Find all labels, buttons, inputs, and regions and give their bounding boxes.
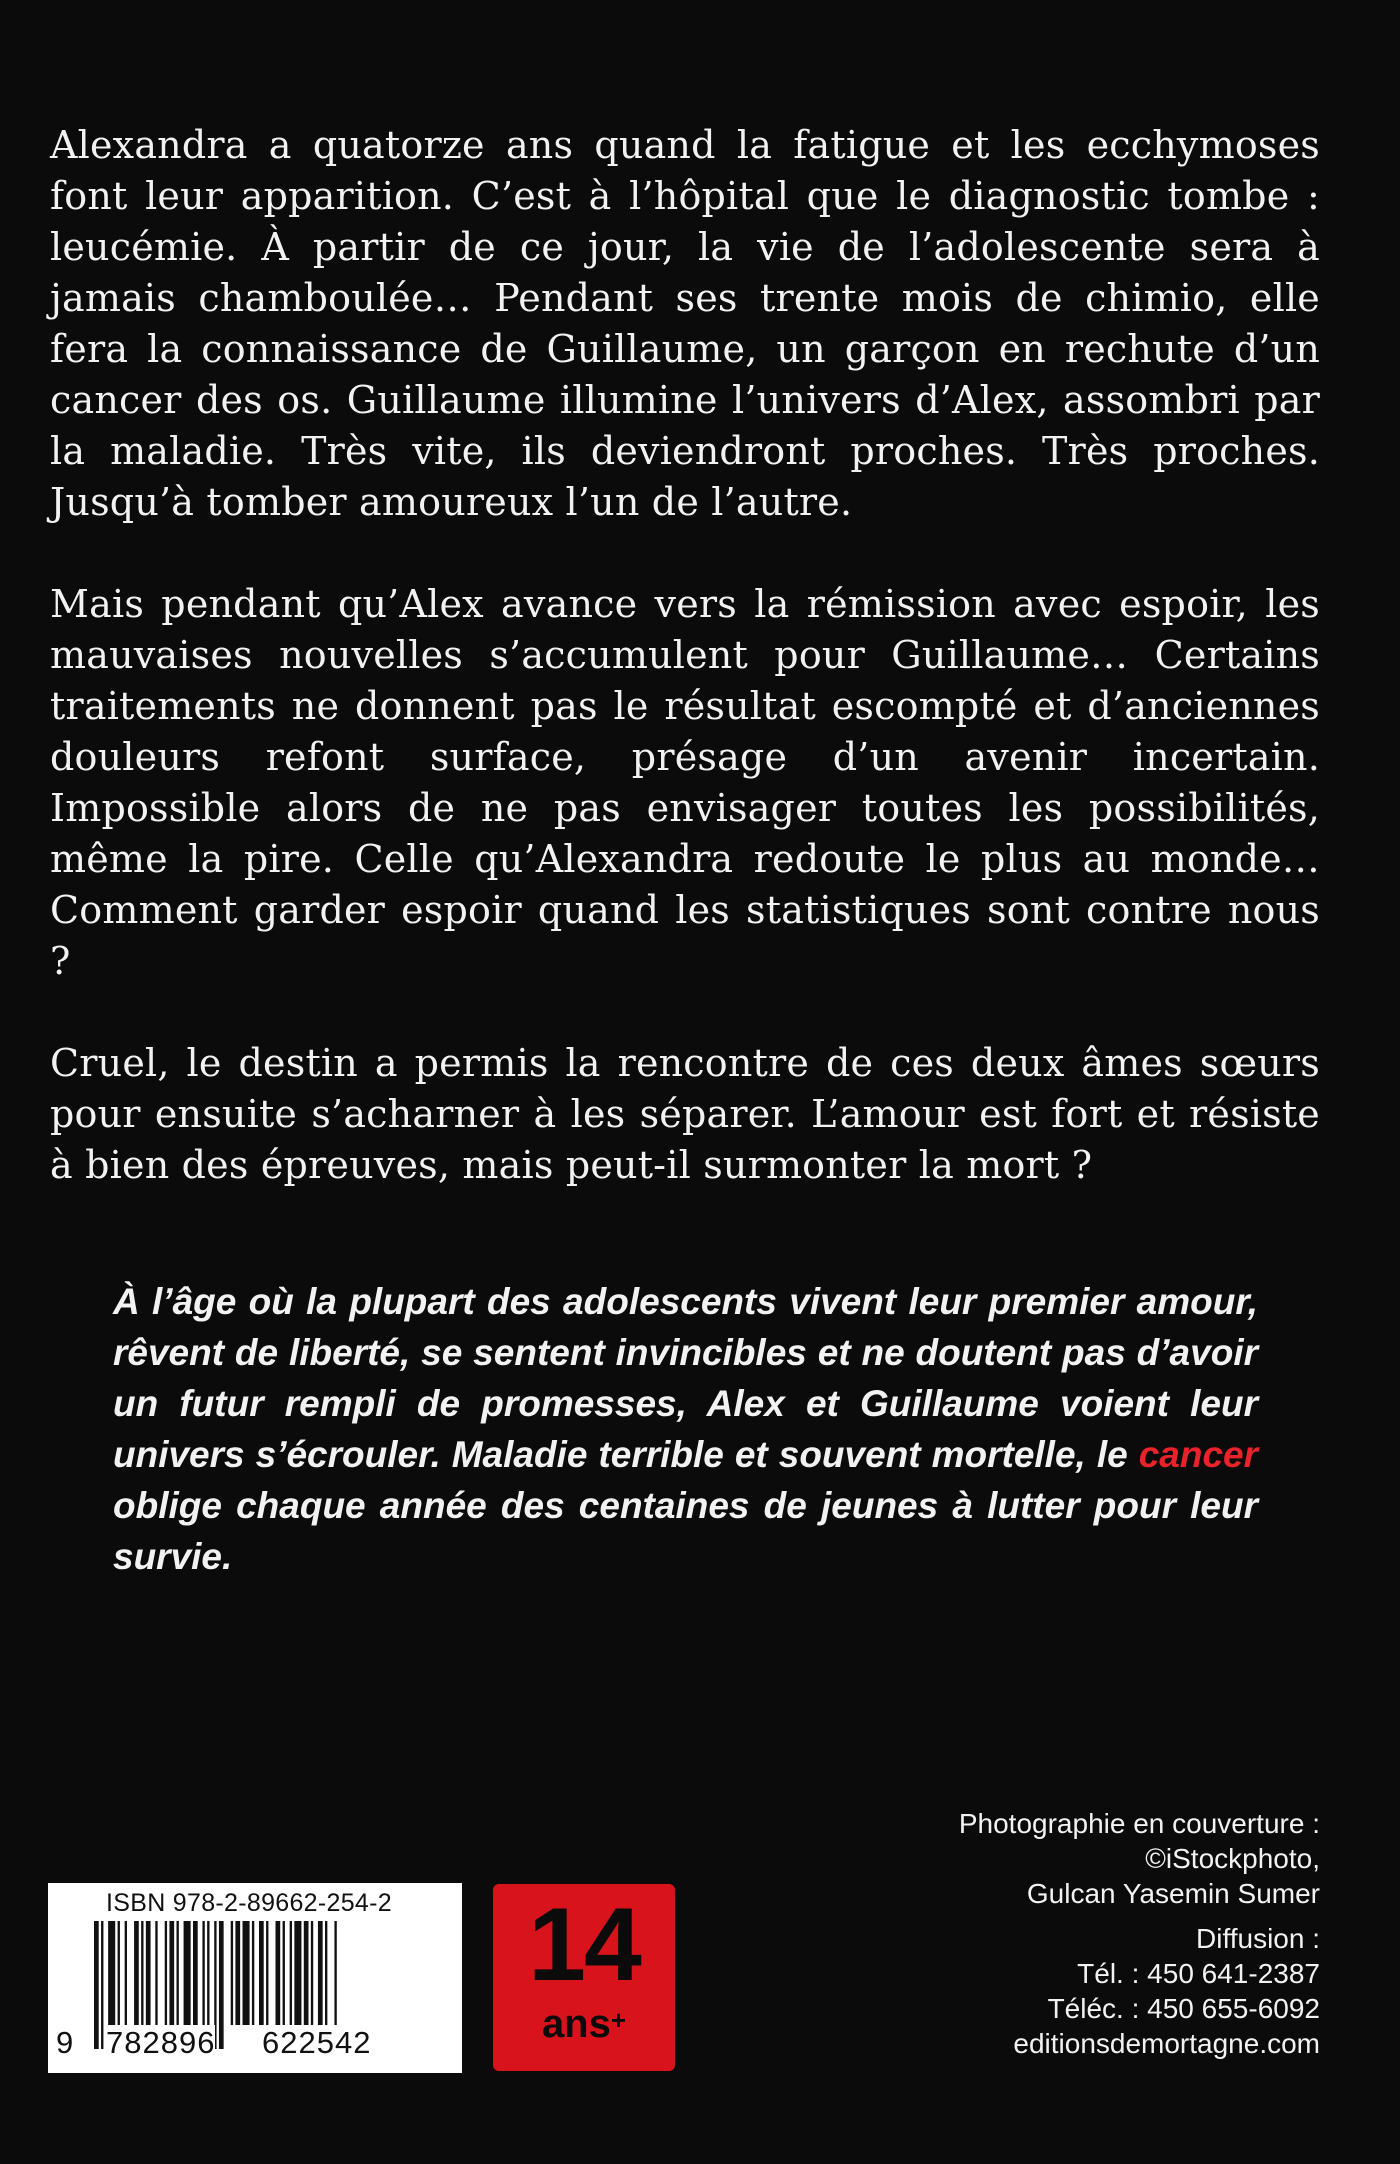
- barcode-bar: [276, 1921, 281, 2025]
- barcode-bar: [184, 1921, 191, 2025]
- isbn-number: ISBN 978-2-89662-254-2: [106, 1889, 392, 1917]
- barcode-bar: [165, 1921, 167, 2025]
- barcode-bar: [294, 1921, 301, 2025]
- barcode-bar: [193, 1921, 198, 2025]
- distribution-label: Diffusion :: [1196, 1923, 1320, 1954]
- synopsis-paragraph-2: Mais pendant qu’Alex avance vers la rémission avec espoir, les mauvaises nouvelles s’accumulent pour Guillaume… Certains traitements ne donnent pas le résultat escompté et d’anciennes douleurs refont surface, présage d’un avenir incertain. Impossible alors de ne pas envisager toutes les possibilités, même la pire. Celle qu’Alexandra redoute le plus au monde… Comment garder espoir quand les statistiques sont contre nous ?: [50, 582, 1320, 983]
- barcode-bar: [141, 1921, 143, 2025]
- publisher-website: editionsdemortagne.com: [1013, 2028, 1320, 2059]
- barcode-bar: [202, 1921, 204, 2025]
- tagline-text-end: oblige chaque année des centaines de jeunes à lutter pour leur survie.: [113, 1485, 1258, 1577]
- barcode-digits-right: 622542: [262, 2025, 372, 2060]
- age-rating-number: 14: [528, 1887, 640, 2003]
- tagline: [113, 1276, 1258, 1582]
- barcode-bar: [266, 1921, 268, 2025]
- barcode-bar: [259, 1921, 264, 2025]
- publisher-credits: [800, 1806, 1320, 2061]
- age-rating-plus: +: [610, 2005, 627, 2035]
- barcode-bar: [207, 1921, 209, 2025]
- barcode-bar: [318, 1921, 323, 2025]
- barcode-bar: [311, 1921, 313, 2025]
- barcode-bar: [108, 1921, 115, 2025]
- barcode-bar: [94, 1921, 99, 2049]
- barcode-bar: [101, 1921, 103, 2049]
- barcode-bar: [155, 1921, 157, 2025]
- synopsis-text: [50, 120, 1320, 1242]
- barcode-bar: [290, 1921, 292, 2025]
- distribution-phone: Tél. : 450 641-2387: [1077, 1958, 1320, 1989]
- photo-credit-source: ©iStockphoto,: [1145, 1843, 1320, 1874]
- barcode-bar: [231, 1921, 233, 2025]
- barcode-bar: [252, 1921, 254, 2025]
- age-rating-badge: [493, 1884, 675, 2071]
- distribution-fax: Téléc. : 450 655-6092: [1047, 1993, 1320, 2024]
- barcode-bar: [304, 1921, 309, 2025]
- barcode-bar: [235, 1921, 240, 2025]
- barcode-bar: [118, 1921, 120, 2025]
- barcode-digit-first: 9: [56, 2025, 75, 2060]
- barcode-bar: [169, 1921, 174, 2025]
- barcode-bar: [283, 1921, 285, 2025]
- barcode-bar: [146, 1921, 151, 2025]
- tagline-text-start: À l’âge où la plupart des adolescents vivent leur premier amour, rêvent de liberté, se sentent invincibles et ne doutent pas d’avoir un futur rempli de promesses, Alex et Guillaume voient leur univers s’écrouler. Maladie terrible et souvent mortelle, le: [113, 1281, 1258, 1475]
- barcode-bar: [125, 1921, 127, 2025]
- synopsis-paragraph-1: Alexandra a quatorze ans quand la fatigue et les ecchymoses font leur apparition. C’est à l’hôpital que le diagnostic tombe : leucémie. À partir de ce jour, la vie de l’adolescente sera à jamais chamboulée… Pendant ses trente mois de chimio, elle fera la connaissance de Guillaume, un garçon en rechute d’un cancer des os. Guillaume illumine l’univers d’Alex, assombri par la maladie. Très vite, ils deviendront proches. Très proches. Jusqu’à tomber amoureux l’un de l’autre.: [50, 123, 1320, 524]
- isbn-barcode: [48, 1883, 462, 2073]
- barcode-bar: [243, 1921, 250, 2025]
- photo-credit-label: Photographie en couverture :: [958, 1808, 1320, 1839]
- synopsis-paragraph-3: Cruel, le destin a permis la rencontre de ces deux âmes sœurs pour ensuite s’acharner à les séparer. L’amour est fort et résiste à bien des épreuves, mais peut-il surmonter la mort ?: [50, 1041, 1320, 1187]
- barcode-bar: [177, 1921, 179, 2025]
- age-rating-unit: ans+: [541, 2002, 627, 2046]
- barcode-bar: [134, 1921, 139, 2025]
- photo-credit-photographer: Gulcan Yasemin Sumer: [1026, 1878, 1320, 1909]
- barcode-digits-left: 782896: [106, 2025, 216, 2060]
- barcode-bar: [219, 1921, 224, 2049]
- tagline-highlight-cancer: cancer: [1138, 1434, 1258, 1475]
